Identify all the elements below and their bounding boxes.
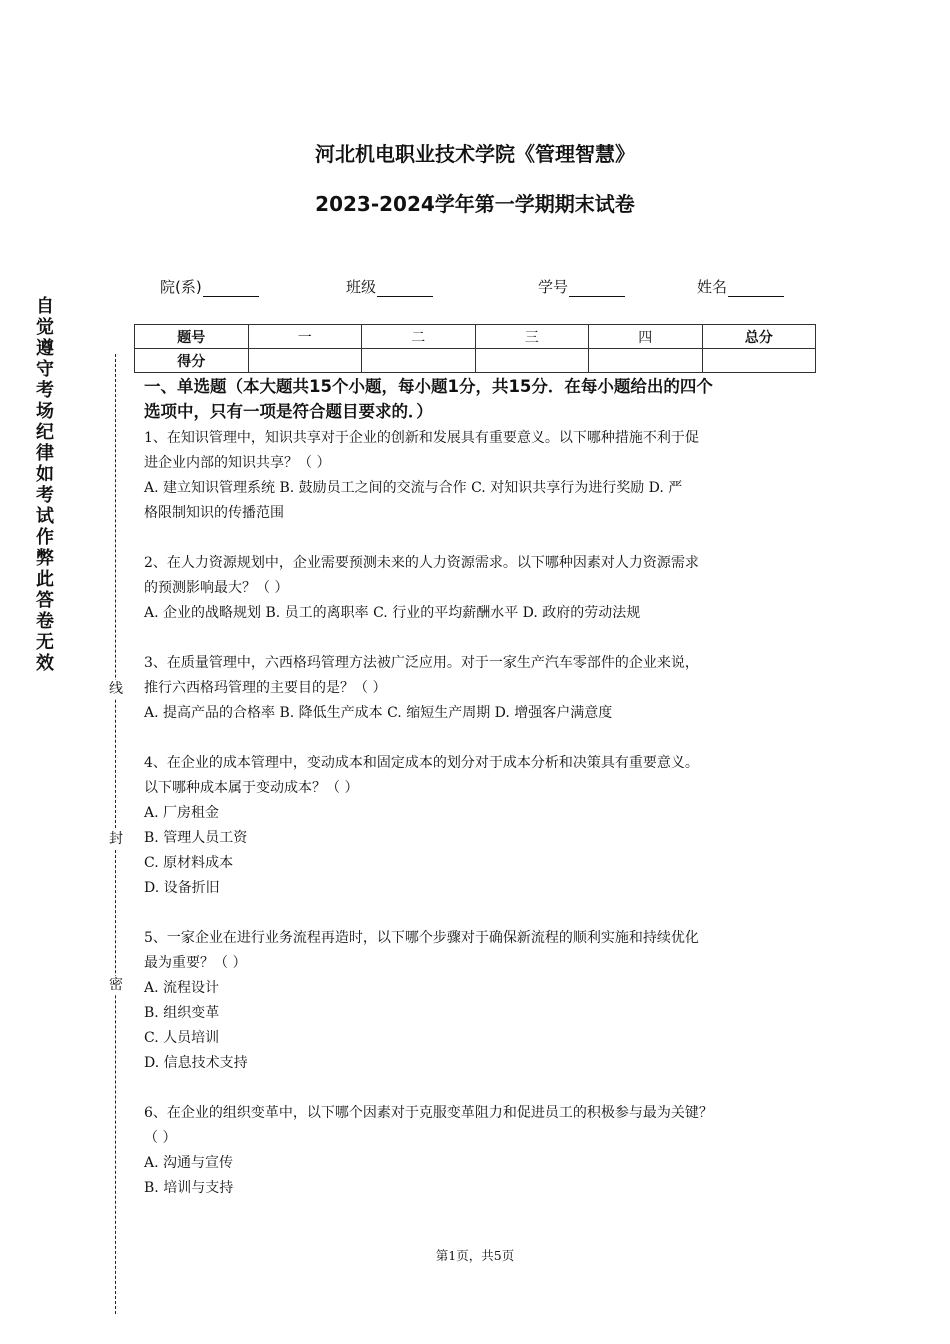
question-stem: 以下哪种成本属于变动成本？（ ） [144, 780, 359, 796]
side-notice-char: 考 [36, 380, 54, 401]
score-table-score-row [135, 349, 816, 373]
option-a: A. 流程设计 [144, 980, 220, 996]
info-label: 学号 [538, 278, 569, 296]
question-options: A. 建立知识管理系统 B. 鼓励员工之间的交流与合作 C. 对知识共享行为进行奖励 D. 严 [144, 480, 683, 496]
question-5 [144, 926, 818, 1076]
option-c: C. 原材料成本 [144, 855, 234, 871]
side-notice-char: 遵 [36, 338, 54, 359]
score-table-header-row [135, 325, 816, 349]
exam-content [144, 374, 818, 1201]
score-cell: 总分 [702, 325, 816, 349]
side-notice-char: 答 [36, 590, 54, 611]
side-notice-char: 纪 [36, 422, 54, 443]
info-label: 班级 [346, 278, 377, 296]
info-label: 姓名 [697, 278, 728, 296]
score-cell: 四 [589, 325, 703, 349]
side-notice-char: 如 [36, 464, 54, 485]
question-stem: 6、在企业的组织变革中，以下哪个因素对于克服变革阻力和促进员工的积极参与最为关键？ [144, 1105, 713, 1121]
info-label: 院(系) [160, 278, 202, 296]
fill-blank[interactable] [203, 280, 259, 297]
option-d: D. 信息技术支持 [144, 1055, 248, 1071]
score-cell-blank[interactable] [248, 349, 362, 373]
score-cell-blank[interactable] [475, 349, 589, 373]
question-options: 格限制知识的传播范围 [144, 505, 284, 521]
score-cell-blank[interactable] [589, 349, 703, 373]
question-stem: 4、在企业的成本管理中，变动成本和固定成本的划分对于成本分析和决策具有重要意义。 [144, 755, 699, 771]
option-c: C. 人员培训 [144, 1030, 220, 1046]
question-1 [144, 426, 818, 526]
side-notice-char: 弊 [36, 548, 54, 569]
side-notice-char: 守 [36, 359, 54, 380]
side-notice [34, 296, 56, 674]
fill-blank[interactable] [377, 280, 433, 297]
binding-mark-secret: 密 [109, 977, 123, 993]
side-notice-char: 此 [36, 569, 54, 590]
student-info-row [160, 276, 800, 300]
page-footer: 第1页，共5页 [435, 1248, 515, 1263]
score-cell: 二 [362, 325, 476, 349]
fill-blank[interactable] [569, 280, 625, 297]
option-d: D. 设备折旧 [144, 880, 220, 896]
question-stem: 最为重要？（ ） [144, 955, 247, 971]
question-stem: （ ） [144, 1130, 177, 1146]
side-notice-char: 考 [36, 485, 54, 506]
binding-mark-seal: 封 [109, 831, 123, 847]
side-notice-char: 效 [36, 653, 54, 674]
question-6 [144, 1101, 818, 1201]
score-cell: 题号 [135, 325, 249, 349]
question-stem: 推行六西格玛管理的主要目的是？（ ） [144, 680, 387, 696]
side-notice-char: 场 [36, 401, 54, 422]
option-b: B. 组织变革 [144, 1005, 220, 1021]
side-notice-char: 卷 [36, 611, 54, 632]
side-notice-char: 无 [36, 632, 54, 653]
binding-mark-line: 线 [109, 681, 123, 697]
side-notice-char: 觉 [36, 317, 54, 338]
exam-title-line1: 河北机电职业技术学院《管理智慧》 [315, 142, 635, 166]
info-field-department [160, 276, 259, 297]
option-a: A. 沟通与宣传 [144, 1155, 234, 1171]
side-notice-char: 作 [36, 527, 54, 548]
option-b: B. 培训与支持 [144, 1180, 234, 1196]
score-cell-blank[interactable] [362, 349, 476, 373]
question-stem: 3、在质量管理中，六西格玛管理方法被广泛应用。对于一家生产汽车零部件的企业来说， [144, 655, 699, 671]
section-heading: 一、单选题（本大题共15个小题，每小题1分，共15分．在每小题给出的四个 选项中，只有一项是符合题目要求的．） [144, 377, 713, 421]
info-field-class [346, 276, 433, 297]
side-notice-char: 律 [36, 443, 54, 464]
side-notice-char: 试 [36, 506, 54, 527]
fill-blank[interactable] [728, 280, 784, 297]
question-2 [144, 551, 818, 626]
question-stem: 2、在人力资源规划中，企业需要预测未来的人力资源需求。以下哪种因素对人力资源需求 [144, 555, 699, 571]
score-table [134, 324, 816, 373]
score-cell: 三 [475, 325, 589, 349]
exam-title-line2: 2023-2024学年第一学期期末试卷 [315, 192, 635, 216]
question-3 [144, 651, 818, 726]
score-cell: 一 [248, 325, 362, 349]
question-4 [144, 751, 818, 901]
question-stem: 进企业内部的知识共享？（ ） [144, 455, 331, 471]
info-field-name [697, 276, 784, 297]
question-stem: 5、一家企业在进行业务流程再造时，以下哪个步骤对于确保新流程的顺利实施和持续优化 [144, 930, 699, 946]
score-cell-blank[interactable] [702, 349, 816, 373]
option-a: A. 厂房租金 [144, 805, 220, 821]
question-stem: 1、在知识管理中，知识共享对于企业的创新和发展具有重要意义。以下哪种措施不利于促 [144, 430, 699, 446]
score-cell: 得分 [135, 349, 249, 373]
question-options: A. 提高产品的合格率 B. 降低生产成本 C. 缩短生产周期 D. 增强客户满意度 [144, 705, 613, 721]
question-stem: 的预测影响最大？（ ） [144, 580, 289, 596]
side-notice-char: 自 [36, 296, 54, 317]
option-b: B. 管理人员工资 [144, 830, 248, 846]
info-field-student-id [538, 276, 625, 297]
question-options: A. 企业的战略规划 B. 员工的离职率 C. 行业的平均薪酬水平 D. 政府的劳动法规 [144, 605, 641, 621]
